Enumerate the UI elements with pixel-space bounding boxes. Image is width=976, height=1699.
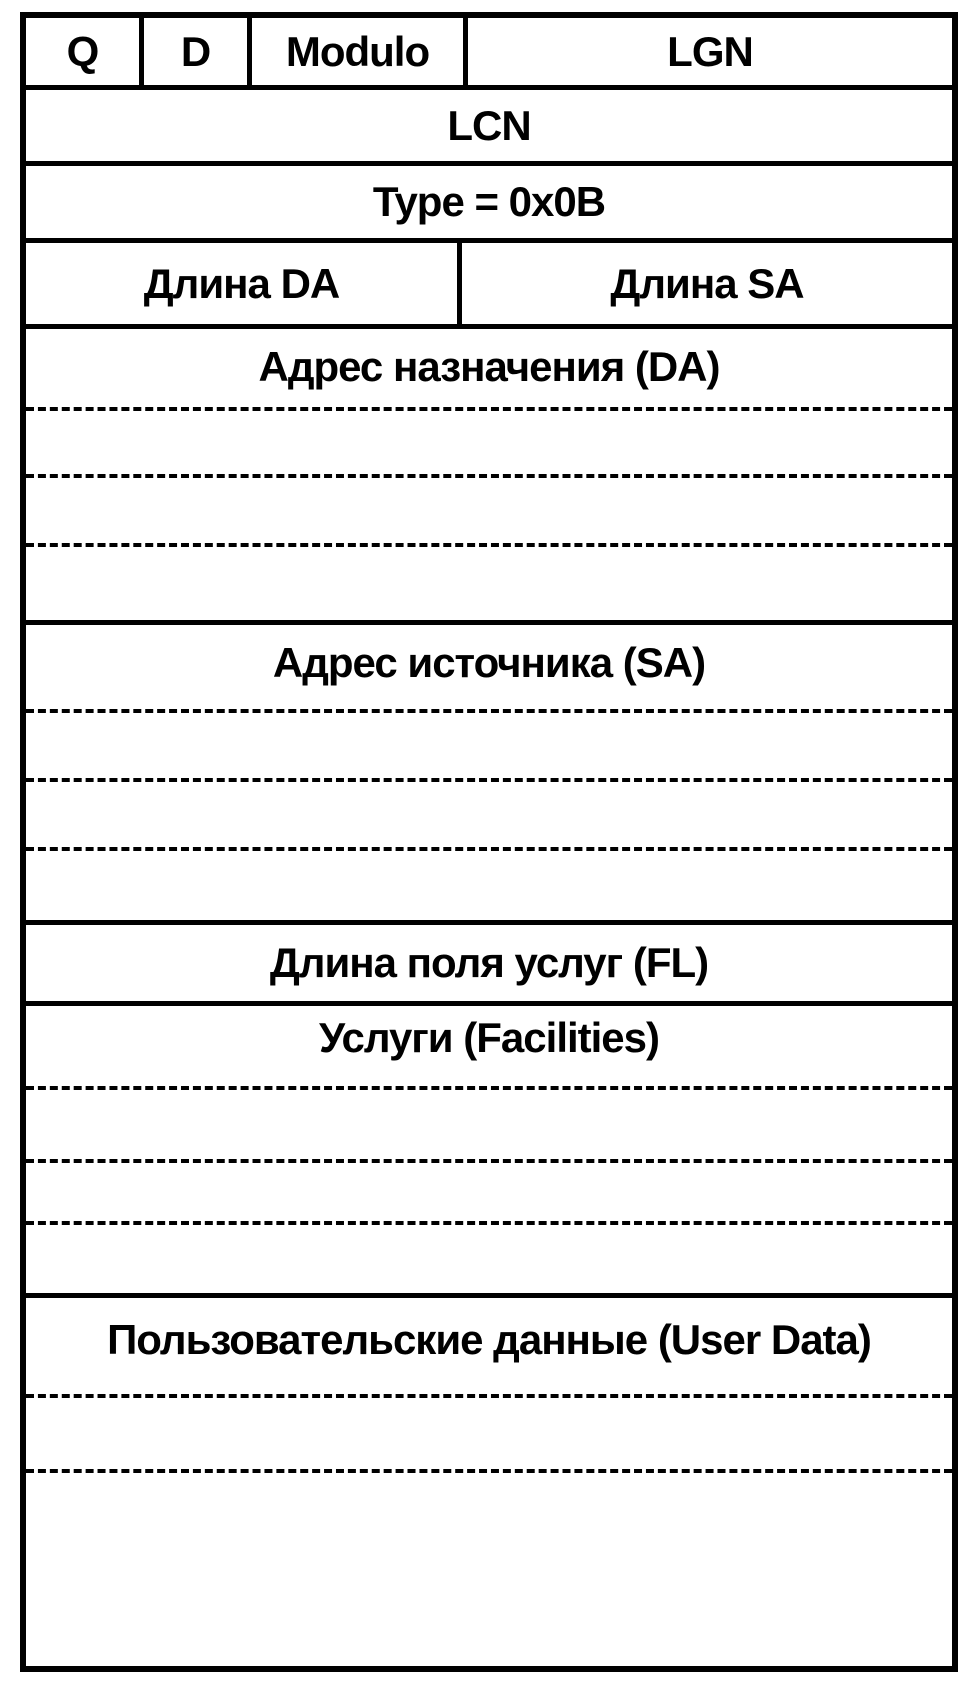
sa-label: Адрес источника (SA) — [272, 639, 706, 686]
modulo-field — [252, 18, 468, 85]
lcn-label: LCN — [447, 101, 531, 149]
length-row — [26, 243, 952, 329]
type-label: Type = 0x0B — [372, 178, 606, 225]
d-label: D — [180, 27, 211, 75]
sa-divider-2 — [26, 778, 952, 782]
da-divider-1 — [26, 407, 952, 411]
fl-row — [26, 925, 952, 1006]
da-length-label: Длина DA — [143, 259, 340, 307]
da-length-field — [26, 243, 462, 324]
da-section — [26, 329, 952, 625]
facilities-divider-1 — [26, 1086, 952, 1090]
da-label: Адрес назначения (DA) — [258, 343, 720, 390]
facilities-label: Услуги (Facilities) — [318, 1014, 660, 1061]
sa-divider-1 — [26, 709, 952, 713]
facilities-section — [26, 1006, 952, 1298]
type-row — [26, 166, 952, 243]
modulo-label: Modulo — [285, 27, 430, 75]
lgn-field — [468, 18, 952, 85]
sa-section — [26, 625, 952, 925]
fl-field — [26, 925, 952, 1001]
user-data-label: Пользовательские данные (User Data) — [107, 1316, 871, 1363]
header-row — [26, 18, 952, 90]
sa-length-label: Длина SA — [610, 259, 804, 307]
sa-divider-3 — [26, 847, 952, 851]
lcn-row — [26, 90, 952, 166]
q-label: Q — [66, 27, 99, 75]
da-divider-2 — [26, 474, 952, 478]
lgn-label: LGN — [667, 27, 753, 75]
user-data-divider-1 — [26, 1394, 952, 1398]
packet-format-diagram — [20, 12, 958, 1672]
da-divider-3 — [26, 543, 952, 547]
lcn-field — [26, 90, 952, 161]
d-field — [144, 18, 252, 85]
facilities-divider-3 — [26, 1221, 952, 1225]
user-data-section — [26, 1298, 952, 1666]
sa-length-field — [462, 243, 952, 324]
q-field — [26, 18, 144, 85]
fl-label: Длина поля услуг (FL) — [269, 939, 709, 986]
type-field — [26, 166, 952, 238]
user-data-divider-2 — [26, 1469, 952, 1473]
facilities-divider-2 — [26, 1159, 952, 1163]
